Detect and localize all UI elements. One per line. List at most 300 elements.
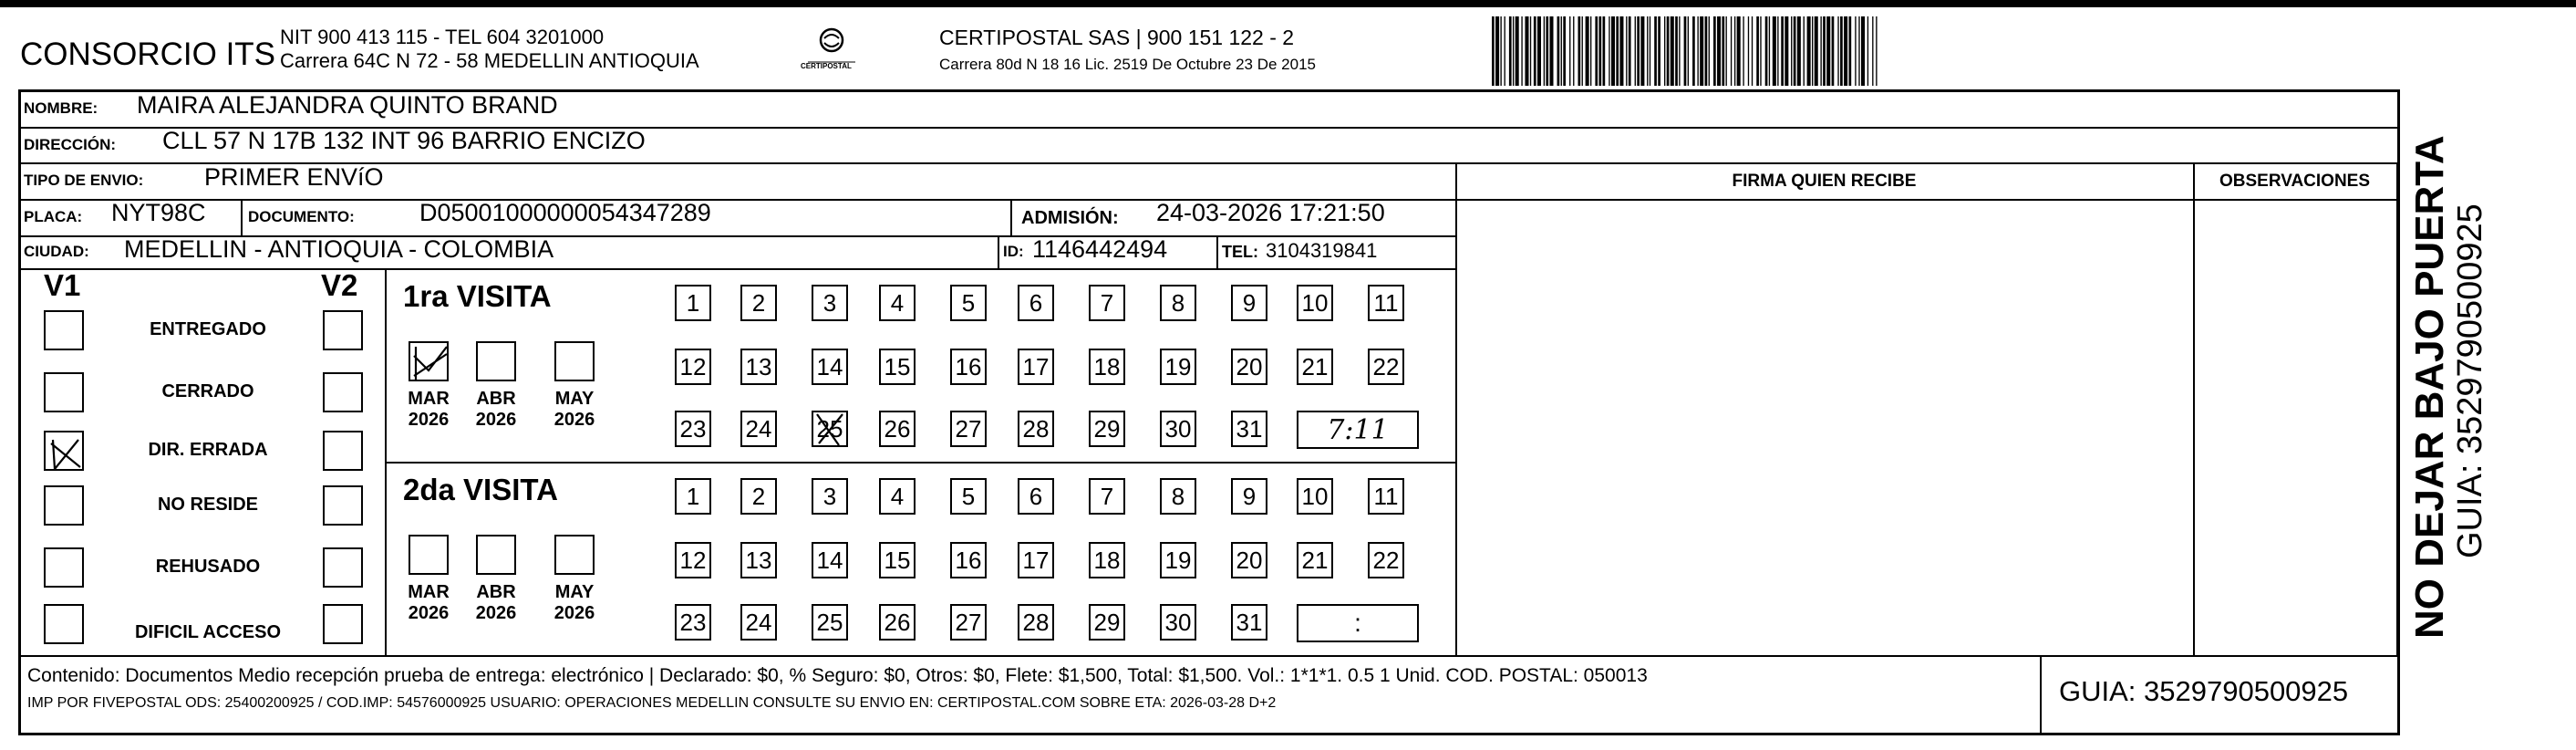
- v1-header: V1: [44, 268, 81, 302]
- day-number: 21: [1301, 546, 1329, 574]
- day-number: 13: [745, 546, 772, 574]
- day-box[interactable]: [1231, 542, 1267, 578]
- day-number: 2: [751, 288, 766, 317]
- day-box[interactable]: [1368, 542, 1404, 578]
- day-box[interactable]: [1297, 542, 1333, 578]
- day-box[interactable]: [950, 604, 987, 641]
- barcode-bar: [1734, 16, 1735, 86]
- barcode-bar: [1709, 16, 1710, 86]
- day-box[interactable]: [950, 478, 987, 515]
- day-box[interactable]: [950, 349, 987, 385]
- day-number: 8: [1171, 482, 1185, 510]
- day-number: 5: [961, 482, 976, 510]
- barcode-bar: [1697, 16, 1698, 86]
- barcode-bar: [1616, 16, 1619, 86]
- status-v2-checkbox[interactable]: [323, 431, 363, 471]
- day-box[interactable]: [1160, 604, 1196, 641]
- barcode-bar: [1561, 16, 1562, 86]
- day-number: 1: [686, 288, 700, 317]
- barcode-bar: [1684, 16, 1687, 86]
- day-box[interactable]: [1160, 349, 1196, 385]
- visit-month-label: [545, 582, 604, 624]
- status-v2-checkbox[interactable]: [323, 310, 363, 350]
- day-box[interactable]: [1297, 349, 1333, 385]
- day-number: 27: [955, 414, 982, 443]
- barcode-bar: [1872, 16, 1873, 86]
- month-name: ABR: [476, 582, 516, 602]
- barcode-bar: [1794, 16, 1796, 86]
- day-box[interactable]: [950, 285, 987, 321]
- day-box[interactable]: [740, 542, 777, 578]
- day-number: 28: [1022, 414, 1050, 443]
- barcode-bar: [1700, 16, 1703, 86]
- barcode-bar: [1717, 16, 1721, 86]
- barcode-bar: [1722, 16, 1724, 86]
- direccion-value: CLL 57 N 17B 132 INT 96 BARRIO ENCIZO: [162, 127, 646, 154]
- visit-title: 2da VISITA: [403, 473, 558, 506]
- tipo-envio-value: PRIMER ENVíO: [204, 163, 384, 191]
- barcode-bar: [1812, 16, 1813, 86]
- day-number: 10: [1301, 482, 1329, 510]
- nombre-value: MAIRA ALEJANDRA QUINTO BRAND: [137, 91, 558, 119]
- barcode-bar: [1675, 16, 1678, 86]
- visit-time-value: 7:11: [1327, 413, 1389, 446]
- day-number: 24: [745, 414, 772, 443]
- day-box[interactable]: [1231, 604, 1267, 641]
- barcode-bar: [1713, 16, 1716, 86]
- day-number: 8: [1171, 288, 1185, 317]
- barcode-bar: [1658, 16, 1660, 86]
- day-box[interactable]: [879, 542, 916, 578]
- day-box[interactable]: [675, 349, 711, 385]
- day-box[interactable]: [879, 285, 916, 321]
- day-box[interactable]: [879, 604, 916, 641]
- day-number: 14: [816, 352, 843, 380]
- day-box[interactable]: [812, 478, 848, 515]
- day-number: 16: [955, 546, 982, 574]
- barcode-bar: [1679, 16, 1680, 86]
- month-name: ABR: [476, 389, 516, 409]
- barcode-bar: [1525, 16, 1528, 86]
- barcode-icon: [1492, 16, 2185, 86]
- ciudad-value: MEDELLIN - ANTIOQUIA - COLOMBIA: [124, 235, 554, 263]
- visit-month-checkbox[interactable]: [554, 341, 595, 381]
- day-number: 9: [1242, 288, 1257, 317]
- barcode-bar: [1537, 16, 1541, 86]
- day-number: 14: [816, 546, 843, 574]
- status-v1-checkbox[interactable]: [44, 431, 84, 471]
- day-number: 13: [745, 352, 772, 380]
- status-label: DIR. ERRADA: [148, 440, 268, 460]
- day-box[interactable]: [740, 604, 777, 641]
- day-box[interactable]: [1368, 349, 1404, 385]
- day-number: 12: [679, 352, 707, 380]
- barcode-bar: [1590, 16, 1591, 86]
- day-number: 31: [1236, 608, 1263, 636]
- barcode-bar: [1557, 16, 1560, 86]
- admision-label: ADMISIÓN:: [1021, 208, 1119, 228]
- direccion-label: DIRECCIÓN:: [24, 136, 117, 153]
- day-number: 22: [1372, 546, 1400, 574]
- barcode-bar: [1509, 16, 1512, 86]
- row-line: [1455, 199, 2400, 201]
- ciudad-label: CIUDAD:: [24, 243, 89, 260]
- day-box[interactable]: [1231, 349, 1267, 385]
- status-v1-checkbox[interactable]: [44, 485, 84, 526]
- day-number: 7: [1100, 288, 1114, 317]
- day-number: 11: [1373, 288, 1399, 317]
- handwritten-check-icon: [410, 343, 450, 383]
- barcode-bar: [1756, 16, 1759, 86]
- day-number: 28: [1022, 608, 1050, 636]
- day-number: 23: [679, 414, 707, 443]
- col-line: [385, 268, 387, 655]
- day-number: 18: [1093, 352, 1121, 380]
- company-name: CONSORCIO ITS: [20, 36, 276, 72]
- month-year: 2026: [553, 410, 595, 430]
- documento-label: DOCUMENTO:: [248, 208, 355, 225]
- barcode-bar: [1765, 16, 1768, 86]
- visit-month-checkbox[interactable]: [554, 535, 595, 575]
- day-number: 4: [890, 288, 905, 317]
- day-box[interactable]: [879, 349, 916, 385]
- nit-line: NIT 900 413 115 - TEL 604 3201000: [280, 26, 605, 48]
- barcode-bar: [1785, 16, 1788, 86]
- barcode-bar: [1737, 16, 1741, 86]
- day-box[interactable]: [1160, 285, 1196, 321]
- month-year: 2026: [408, 603, 450, 623]
- barcode-bar: [1815, 16, 1818, 86]
- contenido-line: Contenido: Documentos Medio recepción prueba de entrega: electrónico | Declarado: $0, % Seguro: $0, Otros: $0, Flete: $1,500, Total: $1,500. Vol.: 1*1*1. 0.5 1 Unid. COD. POSTAL: 050013: [27, 665, 1648, 686]
- barcode-bar: [1654, 16, 1657, 86]
- day-box[interactable]: [740, 285, 777, 321]
- day-box[interactable]: [1018, 604, 1054, 641]
- col-line: [1455, 162, 1457, 655]
- barcode-bar: [1849, 16, 1852, 86]
- barcode-bar: [1804, 16, 1805, 86]
- tipo-envio-label: TIPO DE ENVIO:: [24, 172, 144, 189]
- barcode-bar: [1611, 16, 1615, 86]
- imp-line: IMP POR FIVEPOSTAL ODS: 25400200925 / COD.IMP: 54576000925 USUARIO: OPERACIONES MEDELLIN CONSULTE SU ENVIO EN: CERTIPOSTAL.COM SOBRE ETA: 2026-03-28 D+2: [27, 695, 1277, 711]
- barcode-bar: [1692, 16, 1695, 86]
- barcode-bar: [1492, 16, 1495, 86]
- day-number: 11: [1373, 482, 1399, 510]
- row-line: [18, 268, 1455, 270]
- barcode-bar: [1629, 16, 1631, 86]
- month-year: 2026: [553, 603, 595, 623]
- barcode-bar: [1549, 16, 1553, 86]
- barcode-bar: [1823, 16, 1826, 86]
- barcode-bar: [1797, 16, 1801, 86]
- month-name: MAY: [554, 582, 595, 602]
- barcode-bar: [1688, 16, 1689, 86]
- barcode-bar: [1626, 16, 1627, 86]
- barcode-bar: [1534, 16, 1536, 86]
- day-box[interactable]: [1089, 411, 1125, 447]
- barcode-bar: [1671, 16, 1674, 86]
- day-number: 10: [1301, 288, 1329, 317]
- col-line: [1216, 235, 1218, 268]
- day-number: 21: [1301, 352, 1329, 380]
- handwritten-check-icon: [46, 432, 86, 473]
- header: [0, 7, 2400, 89]
- logo-caption: CERTIPOSTAL: [801, 62, 852, 70]
- day-number: 12: [679, 546, 707, 574]
- status-v1-checkbox[interactable]: [44, 547, 84, 588]
- visit-month-checkbox[interactable]: [476, 341, 516, 381]
- barcode-bar: [1582, 16, 1583, 86]
- visit-month-checkbox[interactable]: [409, 535, 449, 575]
- visit-month-label: [467, 582, 525, 624]
- day-number: 18: [1093, 546, 1121, 574]
- visit-month-label: [545, 389, 604, 431]
- day-box[interactable]: [812, 285, 848, 321]
- col-line: [2396, 162, 2398, 655]
- barcode-bar: [1664, 16, 1665, 86]
- barcode-bar: [1635, 16, 1636, 86]
- col-line: [2040, 655, 2042, 735]
- barcode-bar: [1530, 16, 1531, 86]
- month-year: 2026: [408, 410, 450, 430]
- barcode-bar: [1807, 16, 1811, 86]
- day-number: 3: [822, 288, 837, 317]
- day-box[interactable]: [812, 411, 848, 447]
- visit-divider: [385, 462, 1455, 464]
- day-box[interactable]: [1018, 411, 1054, 447]
- barcode-bar: [1544, 16, 1545, 86]
- barcode-bar: [1861, 16, 1865, 86]
- day-box[interactable]: [1231, 411, 1267, 447]
- nombre-label: NOMBRE:: [24, 99, 98, 117]
- col-line: [241, 199, 243, 235]
- day-box[interactable]: [1018, 349, 1054, 385]
- company-address: Carrera 64C N 72 - 58 MEDELLIN ANTIOQUIA: [280, 49, 699, 72]
- day-box[interactable]: [675, 604, 711, 641]
- barcode-bar: [1731, 16, 1732, 86]
- month-name: MAR: [408, 389, 450, 409]
- day-box[interactable]: [812, 542, 848, 578]
- status-v2-checkbox[interactable]: [323, 372, 363, 412]
- visit-month-checkbox[interactable]: [476, 535, 516, 575]
- day-number: 26: [884, 608, 911, 636]
- barcode-bar: [1781, 16, 1784, 86]
- day-box[interactable]: [1297, 478, 1333, 515]
- footer-guia: GUIA: 3529790500925: [2059, 675, 2349, 707]
- day-number: 17: [1022, 546, 1050, 574]
- day-box[interactable]: [1368, 285, 1404, 321]
- barcode-bar: [1595, 16, 1598, 86]
- documento-value: D05001000000054347289: [419, 199, 711, 226]
- barcode-bar: [1748, 16, 1749, 86]
- day-box[interactable]: [1160, 411, 1196, 447]
- barcode-bar: [1586, 16, 1589, 86]
- day-box[interactable]: [740, 349, 777, 385]
- visit-month-label: [399, 389, 458, 431]
- day-number: 20: [1236, 352, 1263, 380]
- tel-value: 3104319841: [1266, 239, 1378, 262]
- status-label: ENTREGADO: [150, 319, 266, 339]
- status-v2-checkbox[interactable]: [323, 547, 363, 588]
- day-box[interactable]: [1089, 478, 1125, 515]
- day-number: 25: [816, 414, 843, 443]
- day-number: 3: [822, 482, 837, 510]
- barcode-bar: [1603, 16, 1606, 86]
- tel-label: TEL:: [1222, 243, 1258, 261]
- day-box[interactable]: [879, 478, 916, 515]
- barcode-bar: [1598, 16, 1601, 86]
- month-year: 2026: [475, 410, 517, 430]
- barcode-bar: [1840, 16, 1843, 86]
- visit-month-label: [399, 582, 458, 624]
- day-box[interactable]: [1368, 478, 1404, 515]
- status-label: CERRADO: [161, 381, 254, 401]
- barcode-bar: [1500, 16, 1501, 86]
- admision-value: 24-03-2026 17:21:50: [1156, 199, 1385, 226]
- day-number: 4: [890, 482, 905, 510]
- day-number: 31: [1236, 414, 1263, 443]
- day-number: 1: [686, 482, 700, 510]
- day-number: 6: [1029, 288, 1043, 317]
- day-box[interactable]: [950, 411, 987, 447]
- day-number: 7: [1100, 482, 1114, 510]
- day-box[interactable]: [1018, 478, 1054, 515]
- day-number: 26: [884, 414, 911, 443]
- status-label: REHUSADO: [155, 557, 261, 577]
- day-number: 22: [1372, 352, 1400, 380]
- day-number: 9: [1242, 482, 1257, 510]
- carrier-address: Carrera 80d N 18 16 Lic. 2519 De Octubre 23 De 2015: [939, 56, 1316, 73]
- barcode-bar: [1876, 16, 1877, 86]
- barcode-bar: [1573, 16, 1574, 86]
- day-number: 29: [1093, 608, 1121, 636]
- day-box[interactable]: [740, 411, 777, 447]
- day-number: 16: [955, 352, 982, 380]
- top-border: [0, 0, 2576, 7]
- day-box[interactable]: [1297, 285, 1333, 321]
- day-number: 6: [1029, 482, 1043, 510]
- barcode-bar: [1667, 16, 1670, 86]
- day-box[interactable]: [1018, 542, 1054, 578]
- day-number: 24: [745, 608, 772, 636]
- barcode-bar: [1637, 16, 1640, 86]
- day-number: 30: [1164, 414, 1192, 443]
- barcode-bar: [1516, 16, 1519, 86]
- barcode-bar: [1619, 16, 1623, 86]
- barcode-bar: [1773, 16, 1776, 86]
- status-label: NO RESIDE: [157, 495, 259, 515]
- carrier-line: CERTIPOSTAL SAS | 900 151 122 - 2: [939, 26, 1295, 49]
- barcode-bar: [1705, 16, 1708, 86]
- status-v1-checkbox[interactable]: [44, 310, 84, 350]
- placa-value: NYT98C: [111, 199, 206, 226]
- visit-time-box[interactable]: [1297, 604, 1419, 642]
- visit-time-value: :: [1354, 609, 1361, 637]
- day-number: 27: [955, 608, 982, 636]
- barcode-bar: [1495, 16, 1499, 86]
- barcode-bar: [1521, 16, 1522, 86]
- day-box[interactable]: [1018, 285, 1054, 321]
- id-label: ID:: [1003, 243, 1024, 260]
- side-guia: GUIA: 3529790500925: [2451, 203, 2489, 558]
- visit-month-label: [467, 389, 525, 431]
- barcode-bar: [1832, 16, 1835, 86]
- barcode-bar: [1769, 16, 1770, 86]
- visit-title: 1ra VISITA: [403, 279, 552, 313]
- placa-label: PLACA:: [24, 208, 83, 225]
- day-box[interactable]: [1089, 542, 1125, 578]
- day-number: 19: [1164, 546, 1192, 574]
- day-number: 23: [679, 608, 707, 636]
- barcode-bar: [1563, 16, 1566, 86]
- day-number: 5: [961, 288, 976, 317]
- day-number: 17: [1022, 352, 1050, 380]
- day-box[interactable]: [1089, 604, 1125, 641]
- col-line: [1010, 199, 1012, 235]
- day-box[interactable]: [675, 542, 711, 578]
- day-number: 29: [1093, 414, 1121, 443]
- day-number: 15: [884, 546, 911, 574]
- day-box[interactable]: [1089, 285, 1125, 321]
- visit-month-checkbox[interactable]: [409, 341, 449, 381]
- day-box[interactable]: [1231, 478, 1267, 515]
- day-box[interactable]: [950, 542, 987, 578]
- status-v1-checkbox[interactable]: [44, 372, 84, 412]
- day-box[interactable]: [1231, 285, 1267, 321]
- barcode-bar: [1760, 16, 1761, 86]
- day-box[interactable]: [812, 604, 848, 641]
- barcode-bar: [1726, 16, 1727, 86]
- month-year: 2026: [475, 603, 517, 623]
- day-box[interactable]: [675, 411, 711, 447]
- status-v2-checkbox[interactable]: [323, 485, 363, 526]
- barcode-bar: [1855, 16, 1856, 86]
- col-line: [998, 235, 999, 268]
- bottom-border: [0, 743, 2576, 750]
- barcode-bar: [1752, 16, 1753, 86]
- status-v2-checkbox[interactable]: [323, 604, 363, 644]
- day-box[interactable]: [1160, 542, 1196, 578]
- col-line: [2193, 162, 2195, 655]
- v2-header: V2: [321, 268, 358, 302]
- visit-time-box[interactable]: [1297, 411, 1419, 449]
- no-dejar-warning: NO DEJAR BAJO PUERTA: [2407, 135, 2452, 639]
- month-name: MAR: [408, 582, 450, 602]
- status-v1-checkbox[interactable]: [44, 604, 84, 644]
- day-box[interactable]: [740, 478, 777, 515]
- day-box[interactable]: [1089, 349, 1125, 385]
- barcode-bar: [1546, 16, 1548, 86]
- barcode-bar: [1569, 16, 1570, 86]
- barcode-bar: [1791, 16, 1792, 86]
- day-box[interactable]: [1160, 478, 1196, 515]
- barcode-bar: [1858, 16, 1859, 86]
- day-number: 30: [1164, 608, 1192, 636]
- day-box[interactable]: [812, 349, 848, 385]
- barcode-bar: [1867, 16, 1868, 86]
- barcode-bar: [1513, 16, 1514, 86]
- observaciones-header: OBSERVACIONES: [2219, 172, 2371, 191]
- status-label: DIFICIL ACCESO: [134, 622, 281, 642]
- barcode-bar: [1640, 16, 1644, 86]
- barcode-bar: [1647, 16, 1648, 86]
- barcode-bar: [1844, 16, 1847, 86]
- barcode-bar: [1820, 16, 1821, 86]
- day-box[interactable]: [675, 478, 711, 515]
- barcode-bar: [1777, 16, 1778, 86]
- day-box[interactable]: [675, 285, 711, 321]
- barcode-bar: [1578, 16, 1581, 86]
- day-box[interactable]: [879, 411, 916, 447]
